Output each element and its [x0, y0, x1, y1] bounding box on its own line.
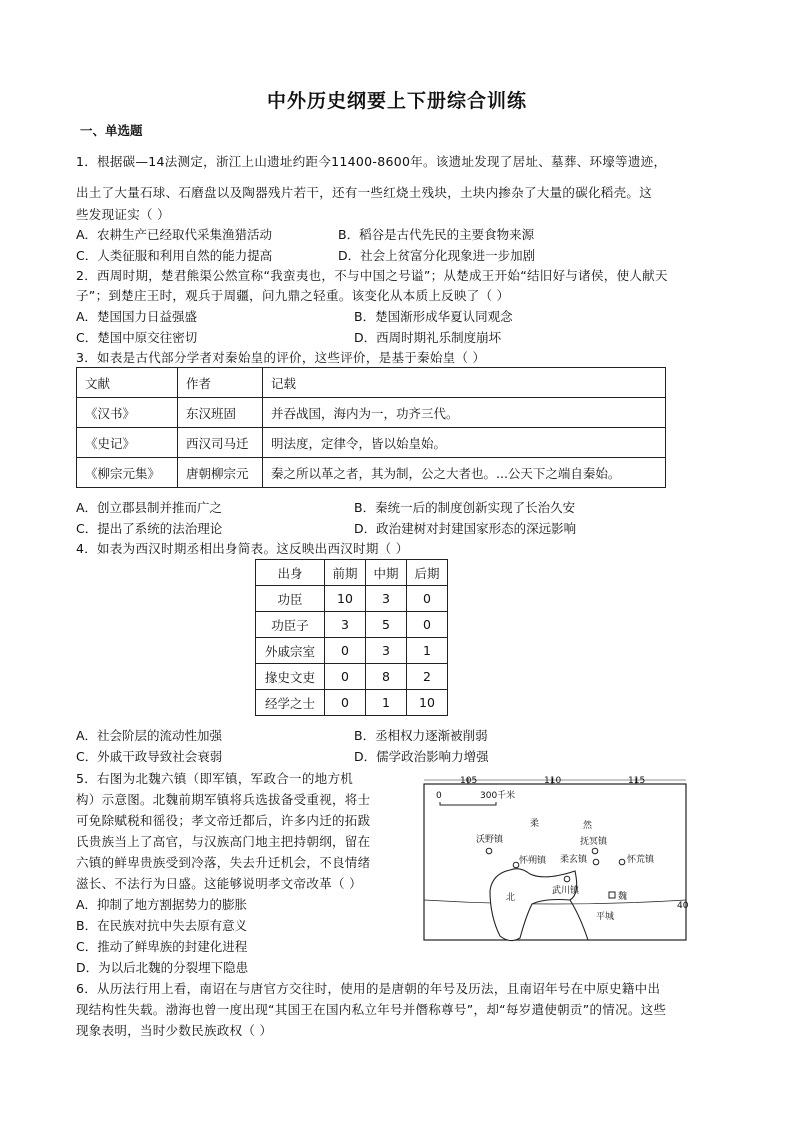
- q5-stem-line-3: 可免除赋税和徭役；孝文帝迁都后，许多内迁的拓跋: [76, 813, 371, 828]
- q5-option-c: C．推动了鲜卑族的封建化进程: [76, 939, 248, 954]
- table-row: [256, 664, 448, 690]
- table-row: [77, 428, 666, 458]
- q4-option-c: C．外戚干政导致社会衰弱: [76, 749, 223, 764]
- garrison-marker: [486, 848, 492, 854]
- q1-stem-line-1: 1．根据碳—14法测定，浙江上山遗址约距今11400-8600年。该遗址发现了居址、墓葬、环壕等遗迹，: [76, 154, 667, 169]
- table-cell: 明法度，定律令，皆以始皇始。: [263, 428, 666, 458]
- q3-option-b: B．秦统一后的制度创新实现了长治久安: [354, 500, 576, 515]
- six-garrisons-map: [420, 776, 690, 944]
- q1-option-b: B．稻谷是古代先民的主要食物来源: [338, 227, 535, 242]
- garrison-label-rouxuan: 柔玄镇: [560, 855, 588, 865]
- q1-stem-line-3: 些发现证实（ ）: [76, 207, 170, 222]
- table-header-cell: 作者: [178, 368, 263, 398]
- region-label-rou: 柔: [530, 819, 540, 829]
- q3-option-a: A．创立郡县制并推而广之: [76, 500, 223, 515]
- table-cell: 西汉司马迁: [178, 428, 263, 458]
- table-cell: 秦之所以革之者，其为制，公之大者也。...公天下之端自秦始。: [263, 458, 666, 488]
- table-cell: 8: [366, 664, 407, 690]
- table-header-cell: 出身: [256, 560, 325, 586]
- garrison-marker: [564, 876, 570, 882]
- section-heading: 一、单选题: [80, 123, 143, 138]
- latitude-label: 40: [677, 901, 689, 911]
- table-cell: 3: [325, 612, 366, 638]
- table-cell: 5: [366, 612, 407, 638]
- table-cell: 0: [325, 638, 366, 664]
- q2-stem-line-1: 2．西周时期，楚君熊渠公然宣称“我蛮夷也，不与中国之号谥”；从楚成王开始“结旧好与诸侯，使人献天: [76, 268, 668, 283]
- q5-stem-line-6: 滋长、不法行为日盛。这能够说明孝文帝改革（ ）: [76, 876, 362, 891]
- q6-stem-line-2: 现结构性失载。渤海也曾一度出现“其国王在国内私立年号并僭称尊号”，却“每岁遣使朝贡”的情况。这些: [76, 1002, 667, 1017]
- q4-table: [255, 559, 448, 716]
- q4-option-d: D．儒学政治影响力增强: [354, 749, 489, 764]
- table-row: [256, 690, 448, 716]
- garrison-label-huaihuang: 怀荒镇: [627, 855, 655, 865]
- table-cell: 0: [325, 690, 366, 716]
- table-cell: 10: [325, 586, 366, 612]
- table-cell: 0: [407, 612, 448, 638]
- table-cell: 经学之士: [256, 690, 325, 716]
- table-header-cell: 前期: [325, 560, 366, 586]
- table-header-row: [256, 560, 448, 586]
- q3-stem: 3．如表是古代部分学者对秦始皇的评价，这些评价，是基于秦始皇（ ）: [76, 350, 486, 365]
- table-row: [77, 398, 666, 428]
- table-row: [256, 612, 448, 638]
- capital-label-wei: 魏: [618, 892, 628, 902]
- q2-option-b: B．楚国渐形成华夏认同观念: [354, 309, 513, 324]
- q1-option-c: C．人类征服和利用自然的能力提高: [76, 248, 273, 263]
- table-cell: 1: [407, 638, 448, 664]
- scale-zero-label: 0: [436, 791, 442, 801]
- region-label-ran: 然: [583, 821, 593, 831]
- q5-stem-line-5: 六镇的鲜卑贵族受到冷落，失去升迁机会，不良情绪: [76, 855, 371, 870]
- table-row: [256, 586, 448, 612]
- q6-stem-line-1: 6．从历法行用上看，南诏在与唐官方交往时，使用的是唐朝的年号及历法，且南诏年号在中原史籍中出: [76, 981, 661, 996]
- longitude-label: 115: [628, 776, 646, 786]
- garrison-marker: [592, 848, 598, 854]
- q3-option-d: D．政治建树对封建国家形态的深远影响: [354, 521, 577, 536]
- table-cell: 唐朝柳宗元: [178, 458, 263, 488]
- q4-option-a: A．社会阶层的流动性加强: [76, 728, 223, 743]
- scale-label: 300千米: [480, 791, 516, 801]
- table-cell: 0: [407, 586, 448, 612]
- table-cell: 掾史文吏: [256, 664, 325, 690]
- table-cell: 东汉班固: [178, 398, 263, 428]
- q2-option-d: D．西周时期礼乐制度崩坏: [354, 330, 502, 345]
- garrison-label-fuming: 抚冥镇: [580, 837, 608, 847]
- q2-option-a: A．楚国国力日益强盛: [76, 309, 198, 324]
- table-cell: 并吞战国，海内为一，功齐三代。: [263, 398, 666, 428]
- garrison-marker: [619, 859, 625, 865]
- table-header-row: [77, 368, 666, 398]
- q5-option-b: B．在民族对抗中失去原有意义: [76, 918, 248, 933]
- q5-option-a: A．抑制了地方割据势力的膨胀: [76, 897, 248, 912]
- garrison-marker: [593, 859, 599, 865]
- q2-option-c: C．楚国中原交往密切: [76, 330, 198, 345]
- table-header-cell: 文献: [77, 368, 178, 398]
- table-row: [77, 458, 666, 488]
- q1-option-a: A．农耕生产已经取代采集渔猎活动: [76, 227, 273, 242]
- q1-stem-line-2: 出土了大量石球、石磨盘以及陶器残片若干，还有一些红烧土残块，土块内掺杂了大量的碳化稻壳。这: [76, 185, 653, 200]
- q2-stem-line-2: 子”；到楚庄王时，观兵于周疆，问九鼎之轻重。该变化从本质上反映了（ ）: [76, 288, 510, 303]
- table-cell: 《史记》: [77, 428, 178, 458]
- q3-table: [76, 367, 666, 488]
- q3-option-c: C．提出了系统的法治理论: [76, 521, 223, 536]
- table-cell: 外戚宗室: [256, 638, 325, 664]
- q5-stem-line-4: 氏贵族当上了高官，与汉族高门地主把持朝纲，留在: [76, 834, 371, 849]
- table-header-cell: 记载: [263, 368, 666, 398]
- table-cell: 《汉书》: [77, 398, 178, 428]
- garrison-label-woye: 沃野镇: [476, 835, 504, 845]
- table-cell: 0: [325, 664, 366, 690]
- q5-stem-line-1: 5．右图为北魏六镇（即军镇，军政合一的地方机: [76, 771, 354, 786]
- page-title: 中外历史纲要上下册综合训练: [266, 90, 527, 112]
- longitude-label: 110: [544, 776, 562, 786]
- region-label-bei: 北: [506, 893, 516, 903]
- table-cell: 功臣子: [256, 612, 325, 638]
- capital-marker: [609, 892, 615, 898]
- q5-option-d: D．为以后北魏的分裂埋下隐患: [76, 960, 249, 975]
- longitude-label: 105: [460, 776, 478, 786]
- table-row: [256, 638, 448, 664]
- q4-stem: 4．如表为西汉时期丞相出身简表。这反映出西汉时期（ ）: [76, 541, 409, 556]
- table-cell: 10: [407, 690, 448, 716]
- table-cell: 3: [366, 638, 407, 664]
- table-cell: 3: [366, 586, 407, 612]
- city-label-pingcheng: 平城: [596, 912, 615, 922]
- garrison-label-wuchuan: 武川镇: [552, 886, 580, 896]
- q4-option-b: B．丞相权力逐渐被削弱: [354, 728, 488, 743]
- table-cell: 1: [366, 690, 407, 716]
- table-cell: 2: [407, 664, 448, 690]
- q5-stem-line-2: 构）示意图。北魏前期军镇将兵选拔备受重视，将士: [76, 792, 371, 807]
- q1-option-d: D．社会上贫富分化现象进一步加剧: [338, 248, 536, 263]
- table-header-cell: 后期: [407, 560, 448, 586]
- table-cell: 功臣: [256, 586, 325, 612]
- garrison-label-huaishuo: 怀朔镇: [519, 856, 547, 866]
- table-cell: 《柳宗元集》: [77, 458, 178, 488]
- table-header-cell: 中期: [366, 560, 407, 586]
- garrison-marker: [513, 862, 519, 868]
- q6-stem-line-3: 现象表明，当时少数民族政权（ ）: [76, 1023, 273, 1038]
